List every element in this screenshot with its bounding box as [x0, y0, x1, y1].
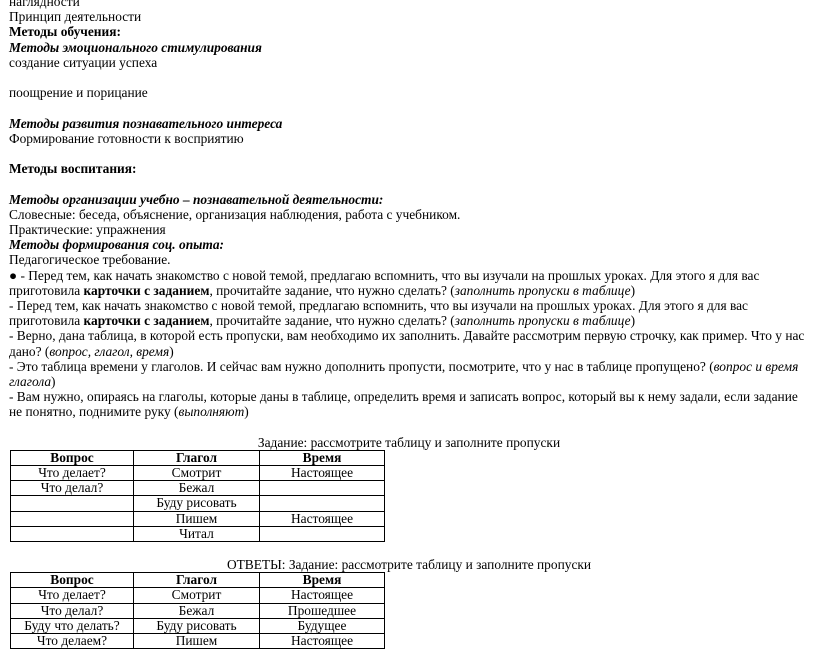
paragraph-bullet: ● - Перед тем, как начать знакомство с новой темой, предлагаю вспомнить, что вы изучали на прошлых уроках. Для этого я для вас приготовила карточки с заданием, прочитайте задание, что нужно сделать? (заполнить пропуски в таблице) — [9, 267, 760, 298]
table-cell — [260, 496, 385, 511]
text-line: Формирование готовности к восприятию — [9, 130, 244, 146]
table-row — [11, 618, 385, 633]
column-header: Время — [260, 450, 385, 465]
subheading-social-experience-methods: Методы формирования соц. опыта: — [9, 237, 225, 253]
table-row — [11, 633, 385, 648]
text-line: наглядности — [9, 0, 80, 9]
table-row — [11, 496, 385, 511]
subheading-learning-activity-methods: Методы организации учебно – познавательной деятельности: — [9, 191, 384, 207]
table-header-row — [11, 573, 385, 588]
column-header: Вопрос — [11, 450, 134, 465]
table-row — [11, 603, 385, 618]
table-cell: Смотрит — [134, 466, 260, 481]
text-line: Принцип деятельности — [9, 9, 142, 25]
table-cell — [11, 526, 134, 541]
table-cell: Бежал — [134, 603, 260, 618]
column-header: Глагол — [134, 450, 260, 465]
table-cell: Пишем — [134, 633, 260, 648]
table-row — [11, 588, 385, 603]
paragraph: - Это таблица времени у глаголов. И сейчас вам нужно дополнить пропусти, посмотрите, что у нас в таблице пропущено? (вопрос и время глагола) — [9, 358, 799, 390]
column-header: Глагол — [134, 573, 260, 588]
table-cell: Буду рисовать — [134, 618, 260, 633]
table-cell: Пишем — [134, 511, 260, 526]
table-row — [11, 466, 385, 481]
text-line: Практические: упражнения — [9, 221, 166, 237]
table-cell: Настоящее — [260, 588, 385, 603]
bullet-icon: ● — [9, 267, 18, 283]
paragraph: - Верно, дана таблица, в которой есть пропуски, вам необходимо их заполнить. Давайте рассмотрим первую строчку, как пример. Что у нас дано? (вопрос, глагол, время) — [9, 328, 805, 359]
answers-table-caption: ОТВЕТЫ: Задание: рассмотрите таблицу и заполните пропуски — [226, 556, 592, 572]
table-cell: Что делает? — [11, 588, 134, 603]
table-cell: Смотрит — [134, 588, 260, 603]
subheading-emotional-methods: Методы эмоционального стимулирования — [9, 39, 262, 55]
table-caption: Задание: рассмотрите таблицу и заполните пропуски — [257, 434, 561, 450]
table-cell — [11, 496, 134, 511]
table-cell: Читал — [134, 526, 260, 541]
table-row — [11, 511, 385, 526]
table-cell: Будущее — [260, 618, 385, 633]
section-heading-upbringing-methods: Методы воспитания: — [9, 161, 137, 177]
table-cell — [260, 526, 385, 541]
table-cell: Буду рисовать — [134, 496, 260, 511]
table-cell — [11, 511, 134, 526]
subheading-cognitive-methods: Методы развития познавательного интереса — [9, 115, 283, 131]
verb-tense-table — [10, 450, 385, 542]
table-cell: Что делаем? — [11, 633, 134, 648]
text-line: поощрение и порицание — [9, 85, 148, 101]
table-cell: Что делал? — [11, 481, 134, 496]
table-cell: Настоящее — [260, 466, 385, 481]
table-cell: Настоящее — [260, 511, 385, 526]
text-line: Педагогическое требование. — [9, 252, 171, 268]
answers-table — [10, 572, 385, 649]
table-header-row — [11, 450, 385, 465]
text-line: создание ситуации успеха — [9, 54, 158, 70]
section-heading-teaching-methods: Методы обучения: — [9, 24, 121, 40]
table-row — [11, 481, 385, 496]
table-cell — [260, 481, 385, 496]
table-cell: Буду что делать? — [11, 618, 134, 633]
paragraph: - Вам нужно, опираясь на глаголы, которые даны в таблице, определить время и записать вопрос, который вы к нему задали, если задание не понятно, поднимите руку (выполняют) — [9, 389, 798, 420]
text-line: Словесные: беседа, объяснение, организация наблюдения, работа с учебником. — [9, 206, 461, 222]
table-cell: Что делает? — [11, 466, 134, 481]
table-cell: Что делал? — [11, 603, 134, 618]
table-cell: Прошедшее — [260, 603, 385, 618]
paragraph: - Перед тем, как начать знакомство с новой темой, предлагаю вспомнить, что вы изучали на прошлых уроках. Для этого я для вас приготовила карточки с заданием, прочитайте задание, что нужно сделать? (заполнить пропуски в таблице) — [9, 298, 748, 329]
table-cell: Настоящее — [260, 633, 385, 648]
column-header: Вопрос — [11, 573, 134, 588]
table-cell: Бежал — [134, 481, 260, 496]
table-row — [11, 526, 385, 541]
column-header: Время — [260, 573, 385, 588]
